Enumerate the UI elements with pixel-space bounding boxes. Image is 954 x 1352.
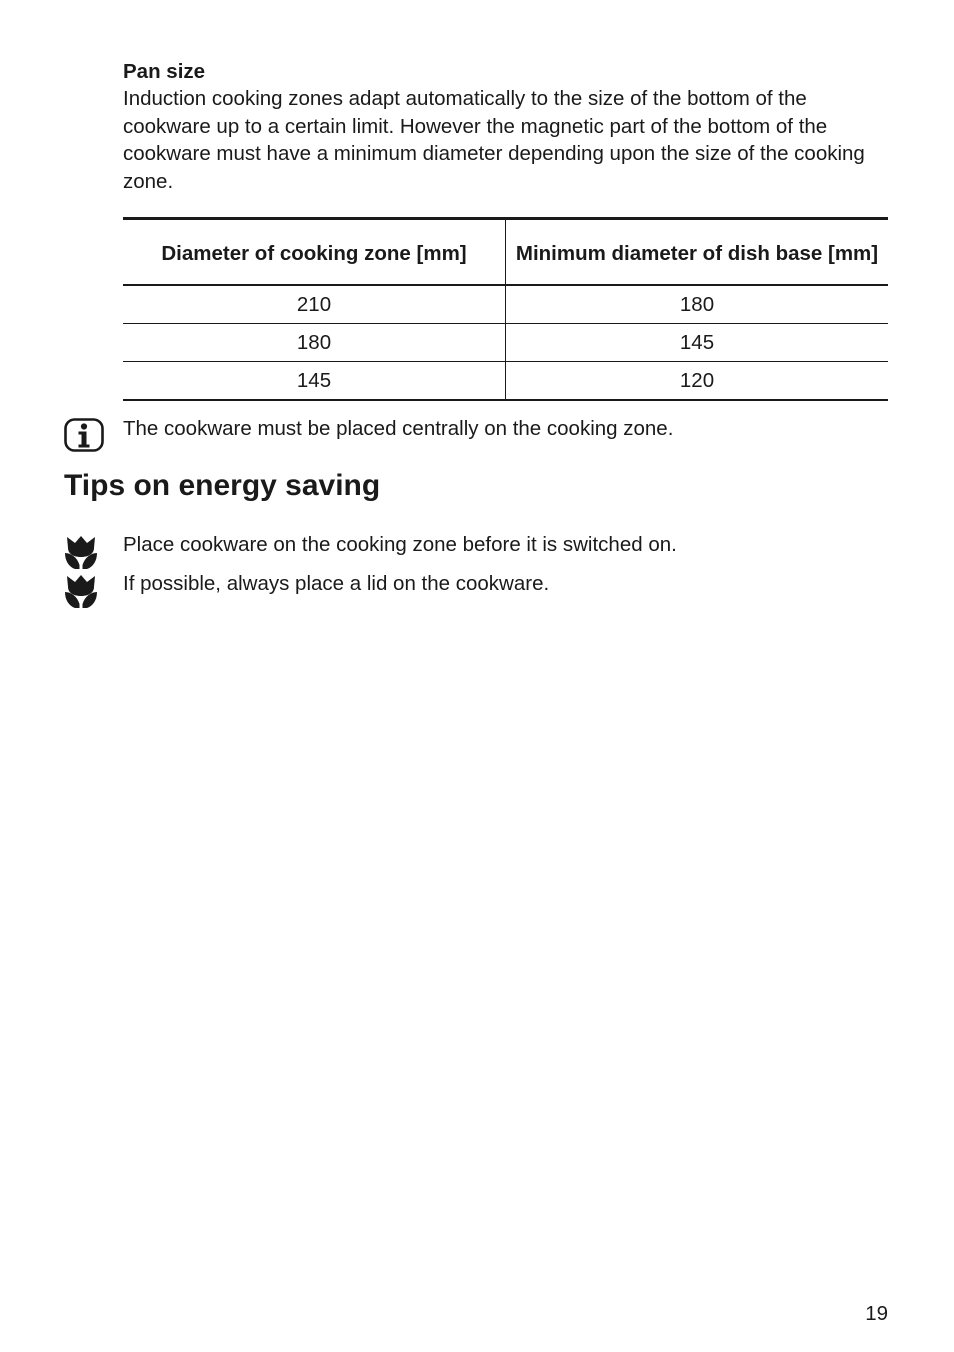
table-row <box>123 285 888 324</box>
cell-min-dish-diameter: 120 <box>506 362 889 401</box>
pan-size-table <box>123 217 888 401</box>
table-header-row <box>123 219 888 286</box>
cell-min-dish-diameter: 145 <box>506 324 889 362</box>
cell-zone-diameter: 145 <box>296 368 332 392</box>
tulip-icon <box>64 572 98 608</box>
cell-min-dish-diameter: 180 <box>506 285 889 324</box>
cell-zone-diameter: 210 <box>296 292 332 316</box>
cell-zone-diameter: 180 <box>296 330 332 354</box>
header-min-dish-diameter: Minimum diameter of dish base [mm] <box>506 219 889 286</box>
page-number: 19 <box>865 1302 888 1325</box>
info-icon <box>64 418 104 452</box>
pan-size-description: Induction cooking zones adapt automatically to the size of the bottom of the cookware up to a certain limit. However the magnetic part of the bottom of the cookware must have a minimum diameter depending upon the size of the cooking zone. <box>123 87 865 193</box>
section-title: Tips on energy saving <box>64 469 381 502</box>
pan-size-heading: Pan size <box>123 60 206 83</box>
tip-text: If possible, always place a lid on the cookware. <box>123 572 550 595</box>
tip-text: Place cookware on the cooking zone before it is switched on. <box>123 533 677 556</box>
tulip-icon <box>64 533 98 569</box>
header-zone-diameter: Diameter of cooking zone [mm] <box>161 241 467 265</box>
table-row <box>123 324 888 362</box>
note-text: The cookware must be placed centrally on the cooking zone. <box>123 417 674 440</box>
table-row <box>123 362 888 401</box>
